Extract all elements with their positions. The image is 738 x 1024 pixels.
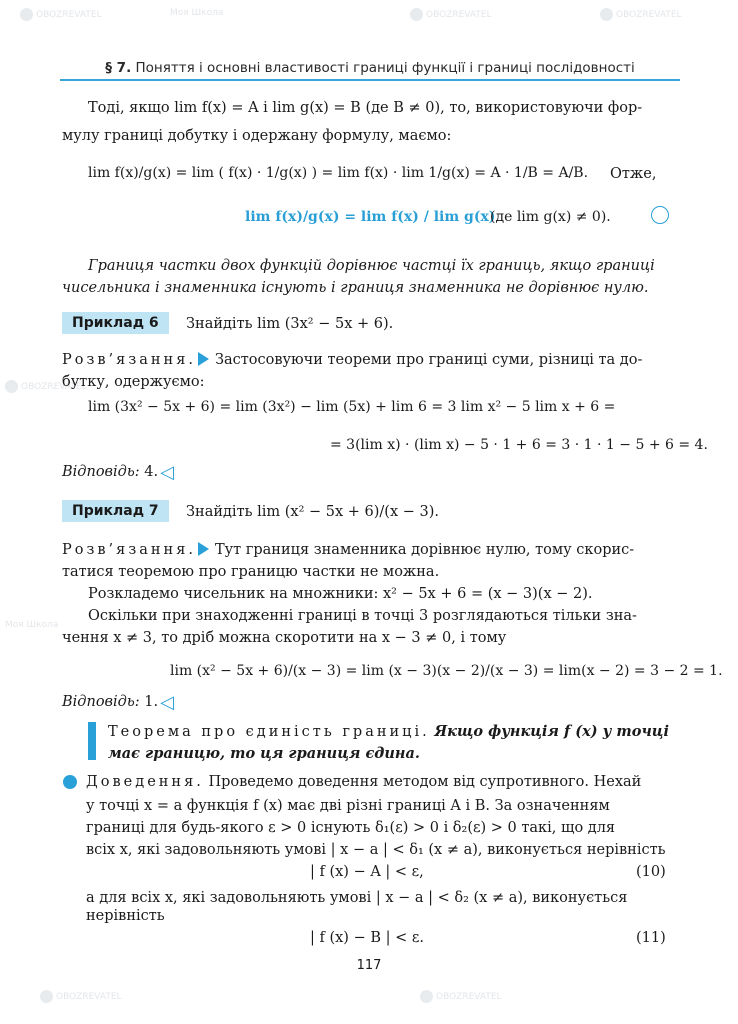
header-rule bbox=[60, 79, 680, 81]
watermark: OBOZREVATEL bbox=[600, 8, 682, 21]
proof-label: Доведення. bbox=[86, 774, 204, 790]
formula-line: lim (x² − 5x + 6)/(x − 3) = lim (x − 3)(x − 2)/(x − 3) = lim(x − 2) = 3 − 2 = 1. bbox=[170, 663, 723, 679]
solution-line: Розв’язання. Тут границя знаменника дорівнює нулю, тому скорис- bbox=[62, 542, 635, 558]
answer-line bbox=[62, 462, 174, 483]
watermark: OBOZREVATEL bbox=[420, 990, 502, 1003]
section-title: Поняття і основні властивості границі функції і границі послідовності bbox=[135, 60, 635, 76]
rule-text: чисельника і знаменника існують і границя знаменника не дорівнює нулю. bbox=[62, 280, 649, 296]
formula-quotient-rule: lim f(x)/g(x) = lim f(x) / lim g(x) bbox=[245, 209, 496, 225]
text-line: Тоді, якщо lim f(x) = A і lim g(x) = B (де B ≠ 0), то, використовуючи фор- bbox=[88, 100, 643, 116]
answer-label: Відповідь: bbox=[62, 694, 140, 710]
watermark: Моя Школа bbox=[5, 620, 59, 630]
text-line: бутку, одержуємо: bbox=[62, 374, 205, 390]
equation-number: (10) bbox=[636, 864, 666, 880]
answer-value: 4. bbox=[144, 464, 159, 480]
watermark: OBOZREVATEL bbox=[5, 380, 87, 393]
page-number: 117 bbox=[356, 958, 382, 973]
formula-quotient-derivation: lim f(x)/g(x) = lim ( f(x) · 1/g(x) ) = lim f(x) · lim 1/g(x) = A · 1/B = A/B. bbox=[88, 165, 589, 181]
proof-line: у точці x = a функція f (x) має дві різні границі A і B. За означенням bbox=[86, 798, 610, 814]
proof-line: а для всіх x, які задовольняють умові | x − a | < δ₂ (x ≠ a), виконується bbox=[86, 890, 628, 906]
text-line: Отже, bbox=[610, 166, 657, 182]
example-task: Знайдіть lim (3x² − 5x + 6). bbox=[186, 316, 394, 332]
theorem-line: має границю, то ця границя єдина. bbox=[108, 745, 420, 762]
triangle-left-outline-icon: ◁ bbox=[160, 462, 174, 483]
example-tag: Приклад 7 bbox=[62, 500, 169, 522]
theorem-bar bbox=[88, 722, 96, 760]
proof-line: нерівність bbox=[86, 908, 165, 924]
inequality: | f (x) − B | < ε. bbox=[310, 930, 424, 946]
theorem-label: Теорема про єдиність границі. bbox=[108, 724, 430, 740]
triangle-left-outline-icon: ◁ bbox=[160, 692, 174, 713]
running-header bbox=[60, 60, 680, 76]
formula-line: lim (3x² − 5x + 6) = lim (3x²) − lim (5x) + lim 6 = 3 lim x² − 5 lim x + 6 = bbox=[88, 399, 616, 415]
inequality: | f (x) − A | < ε, bbox=[310, 864, 424, 880]
answer-label: Відповідь: bbox=[62, 464, 140, 480]
triangle-right-icon bbox=[198, 352, 209, 366]
formula-line: = 3(lim x) · (lim x) − 5 · 1 + 6 = 3 · 1 · 1 − 5 + 6 = 4. bbox=[330, 437, 708, 453]
section-number: § 7. bbox=[105, 60, 132, 76]
answer-line bbox=[62, 692, 174, 713]
answer-value: 1. bbox=[144, 694, 159, 710]
proof-start-icon bbox=[63, 775, 77, 789]
watermark: OBOZREVATEL bbox=[410, 8, 492, 21]
equation-number: (11) bbox=[636, 930, 666, 946]
text-line: татися теоремою про границю частки не можна. bbox=[62, 564, 440, 580]
watermark: OBOZREVATEL bbox=[20, 8, 102, 21]
solution-line: Розв’язання. Застосовуючи теореми про границі суми, різниці та до- bbox=[62, 352, 643, 368]
theorem-line: Теорема про єдиність границі. Якщо функція f (x) у точці bbox=[108, 723, 669, 740]
proof-line: всіх x, які задовольняють умові | x − a | < δ₁ (x ≠ a), виконується нерівність bbox=[86, 842, 666, 858]
rule-text: Границя частки двох функцій дорівнює частці їх границь, якщо границі bbox=[88, 258, 655, 274]
solution-label: Розв’язання. bbox=[62, 542, 196, 558]
formula-condition: (де lim g(x) ≠ 0). bbox=[490, 209, 611, 225]
example-task: Знайдіть lim (x² − 5x + 6)/(x − 3). bbox=[186, 504, 439, 520]
proof-line: Доведення. Проведемо доведення методом від супротивного. Нехай bbox=[86, 774, 642, 790]
text-line: мулу границі добутку і одержану формулу, маємо: bbox=[62, 128, 452, 144]
solution-label: Розв’язання. bbox=[62, 352, 196, 368]
text-line: Оскільки при знаходженні границі в точці 3 розглядаються тільки зна- bbox=[88, 608, 637, 624]
triangle-right-icon bbox=[198, 542, 209, 556]
watermark: OBOZREVATEL bbox=[40, 990, 122, 1003]
circle-marker-icon bbox=[651, 206, 669, 224]
text-line: Розкладемо чисельник на множники: x² − 5x + 6 = (x − 3)(x − 2). bbox=[88, 586, 593, 602]
proof-line: границі для будь-якого ε > 0 існують δ₁(ε) > 0 і δ₂(ε) > 0 такі, що для bbox=[86, 820, 616, 836]
watermark: Моя Школа bbox=[170, 8, 224, 18]
text-line: чення x ≠ 3, то дріб можна скоротити на x − 3 ≠ 0, і тому bbox=[62, 630, 507, 646]
example-tag: Приклад 6 bbox=[62, 312, 169, 334]
